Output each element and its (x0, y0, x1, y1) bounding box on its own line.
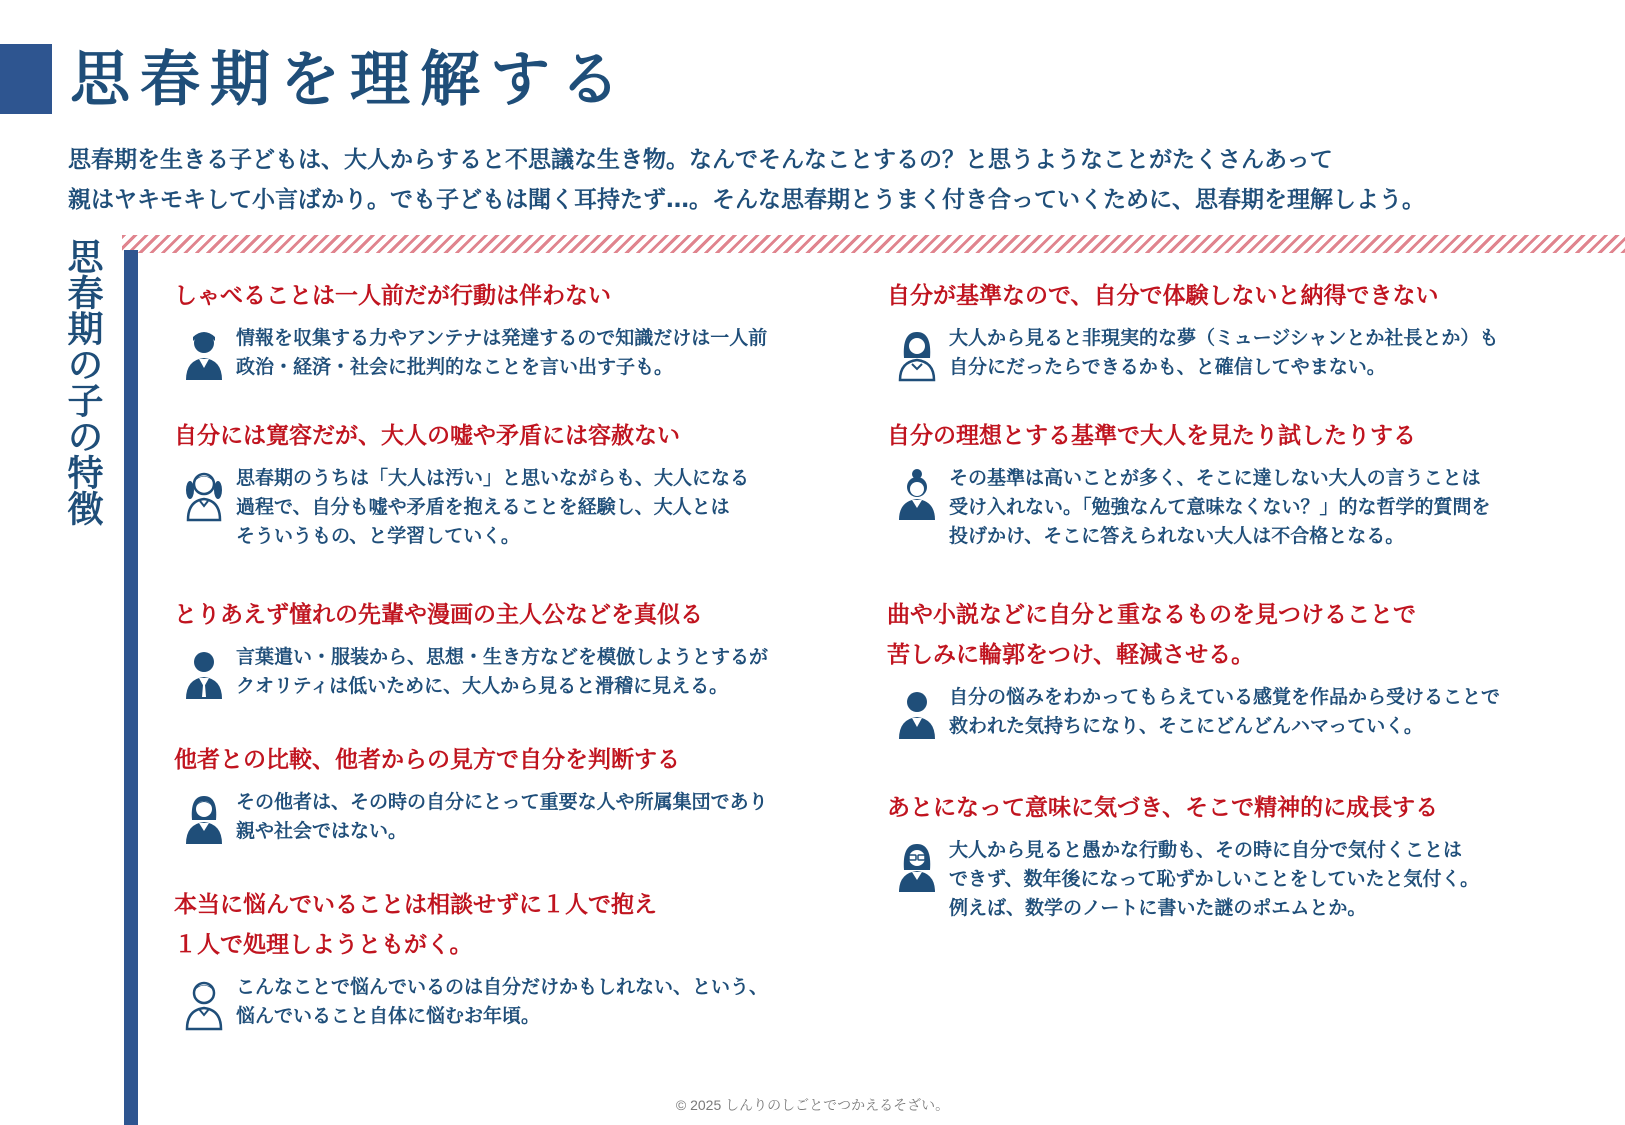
trait-item (887, 788, 1479, 923)
trait-heading: 苦しみに輪郭をつけ、軽減させる。 (887, 642, 1255, 668)
trait-body (887, 836, 1479, 923)
trait-text-line: 言葉遣い・服装から、思想・生き方などを模倣しようとするが (236, 646, 769, 668)
title-accent-block (0, 44, 52, 114)
intro-line: 親はヤキモキして小言ばかり。でも子どもは聞く耳持たず…。そんな思春期とうまく付き合っていくために、思春期を理解しよう。 (68, 187, 1425, 213)
page-title: 思春期を理解する (70, 45, 630, 115)
trait-text-line: クオリティは低いために、大人から見ると滑稽に見える。 (236, 675, 729, 697)
trait-text-line: 過程で、自分も嘘や矛盾を抱えることを経験し、大人とは (236, 496, 730, 518)
trait-heading: １人で処理しようともがく。 (174, 932, 473, 958)
trait-text-line: できず、数年後になって恥ずかしいことをしていたと気付く。 (949, 868, 1480, 890)
girl-pigtails-avatar-icon (184, 468, 224, 522)
intro-line: 思春期を生きる子どもは、大人からすると不思議な生き物。なんでそんなことするの？と思うようなことがたくさんあって (68, 147, 1333, 173)
trait-text-line: 大人から見ると非現実的な夢（ミュージシャンとか社長とか）も (949, 327, 1499, 349)
trait-text-line: 大人から見ると愚かな行動も、その時に自分で気付くことは (949, 839, 1463, 861)
trait-body (174, 973, 768, 1031)
girl-glasses-avatar-icon (897, 840, 937, 894)
trait-text-line: 情報を収集する力やアンテナは発達するので知識だけは一人前 (236, 327, 768, 349)
boy-avatar-icon (184, 647, 224, 701)
trait-text-line: 受け入れない。「勉強なんて意味なくない？」的な哲学的質問を (949, 496, 1491, 518)
trait-item (174, 740, 768, 846)
trait-text-line: 政治・経済・社会に批判的なことを言い出す子も。 (236, 356, 674, 378)
footer-copyright: © 2025 しんりのしごとでつかえるそざい。 (675, 1097, 950, 1113)
striped-divider (122, 235, 1625, 253)
trait-text-line: こんなことで悩んでいるのは自分だけかもしれない、という、 (236, 976, 769, 998)
trait-text-line: 自分にだったらできるかも、と確信してやまない。 (949, 356, 1386, 378)
trait-heading: あとになって意味に気づき、そこで精神的に成長する (887, 795, 1439, 821)
trait-body (887, 464, 1491, 551)
boy-avatar-icon (897, 687, 937, 741)
trait-item (174, 276, 767, 382)
trait-item (887, 276, 1498, 382)
trait-body (887, 683, 1500, 741)
trait-heading: とりあえず憧れの先輩や漫画の主人公などを真似る (174, 602, 703, 628)
trait-body (174, 643, 768, 701)
trait-body (174, 464, 749, 551)
trait-text-line: 思春期のうちは「大人は汚い」と思いながらも、大人になる (236, 467, 750, 489)
trait-text-line: 悩んでいること自体に悩むお年頃。 (236, 1005, 541, 1027)
trait-heading: しゃべることは一人前だが行動は伴わない (174, 283, 611, 309)
trait-item (174, 885, 768, 1031)
trait-item (887, 595, 1500, 741)
trait-text-line: 投げかけ、そこに答えられない大人は不合格となる。 (949, 525, 1405, 547)
trait-item (887, 416, 1491, 551)
trait-text-line: 親や社会ではない。 (236, 820, 408, 842)
trait-text-line: そういうもの、と学習していく。 (236, 525, 520, 547)
trait-heading: 自分が基準なので、自分で体験しないと納得できない (887, 283, 1439, 309)
girl-outline-avatar-icon (897, 328, 937, 382)
trait-heading: 他者との比較、他者からの見方で自分を判断する (174, 747, 680, 773)
trait-item (174, 595, 768, 701)
section-title: 思春期の子の特徴 (62, 238, 103, 526)
girl-avatar-icon (184, 792, 224, 846)
trait-text-line: 自分の悩みをわかってもらえている感覚を作品から受けることで (949, 686, 1501, 708)
trait-text-line: 例えば、数学のノートに書いた謎のポエムとか。 (949, 897, 1367, 919)
boy-outline-avatar-icon (184, 977, 224, 1031)
trait-body (887, 324, 1498, 382)
girl-bun-avatar-icon (897, 468, 937, 522)
trait-body (174, 788, 768, 846)
trait-item (174, 416, 749, 551)
trait-body (174, 324, 767, 382)
section-vertical-bar (124, 250, 138, 1125)
trait-heading: 曲や小説などに自分と重なるものを見つけることで (887, 602, 1416, 628)
trait-heading: 本当に悩んでいることは相談せずに１人で抱え (174, 892, 657, 918)
trait-heading: 自分の理想とする基準で大人を見たり試したりする (887, 423, 1416, 449)
trait-text-line: その他者は、その時の自分にとって重要な人や所属集団であり (236, 791, 768, 813)
trait-heading: 自分には寛容だが、大人の嘘や矛盾には容赦ない (174, 423, 680, 449)
intro-paragraph (68, 140, 1568, 220)
trait-text-line: その基準は高いことが多く、そこに達しない大人の言うことは (949, 467, 1481, 489)
boy-avatar-icon (184, 328, 224, 382)
trait-text-line: 救われた気持ちになり、そこにどんどんハマっていく。 (949, 715, 1423, 737)
